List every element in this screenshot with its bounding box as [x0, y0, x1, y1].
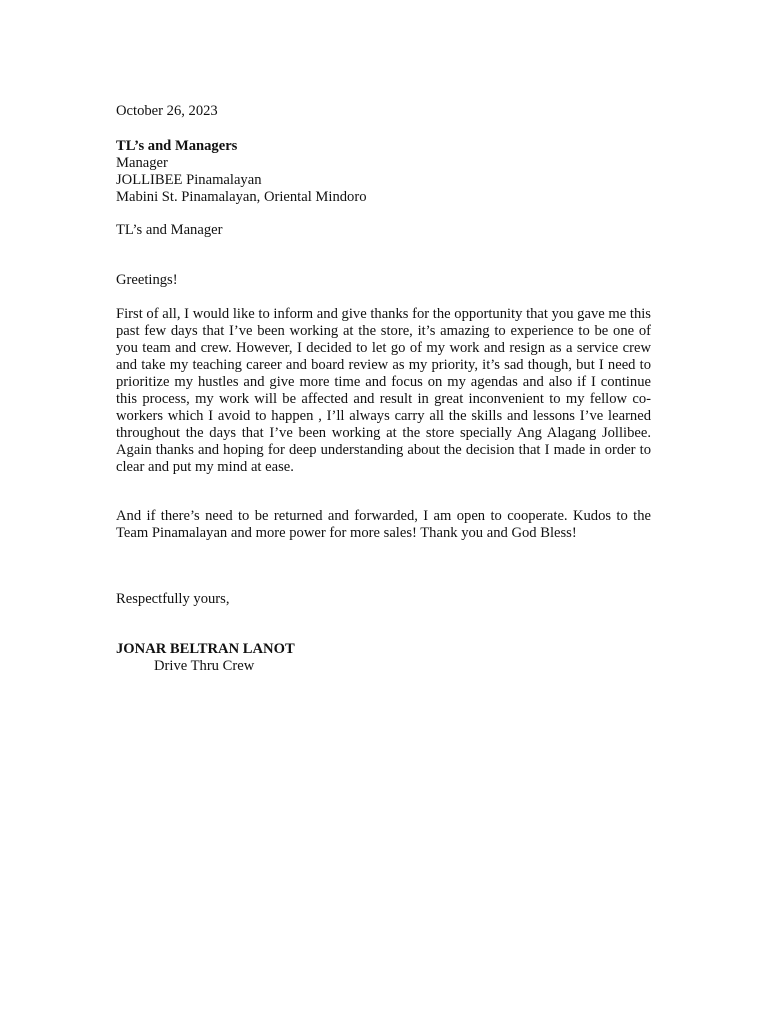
salutation-text: TL’s and Manager	[116, 222, 223, 238]
recipient-company: JOLLIBEE Pinamalayan	[116, 172, 262, 188]
greeting-text: Greetings!	[116, 272, 178, 288]
signer-name: JONAR BELTRAN LANOT	[116, 641, 295, 657]
recipient-name: TL’s and Managers	[116, 138, 238, 154]
date-text: October 26, 2023	[116, 103, 218, 119]
salutation	[116, 222, 651, 239]
greeting	[116, 272, 651, 289]
letter-date	[116, 103, 651, 120]
closing-text: Respectfully yours,	[116, 591, 230, 607]
signer-title: Drive Thru Crew	[154, 658, 255, 674]
recipient-address: Mabini St. Pinamalayan, Oriental Mindoro	[116, 189, 367, 205]
body-paragraph-2: And if there’s need to be returned and forwarded, I am open to cooperate. Kudos to the Team Pinamalayan and more power for more sales! Thank you and God Bless!	[116, 508, 651, 541]
body-paragraph-1: First of all, I would like to inform and give thanks for the opportunity that you gave me this past few days that I’ve been working at the store, it’s amazing to experience to be one of you team and crew. However, I decided to let go of my work and resign as a service crew and take my teaching career and board review as my priority, it’s sad though, but I need to prioritize my hustles and give more time and focus on my agendas and also if I continue this process, my work will be affected and result in great inconvenient to my fellow co-workers which I avoid to happen , I’ll always carry all the skills and lessons I’ve learned throughout the days that I’ve been working at the store specially Ang Alagang Jollibee. Again thanks and hoping for deep understanding about the decision that I made in order to clear and put my mind at ease.	[116, 306, 651, 475]
closing	[116, 591, 651, 608]
recipient-title: Manager	[116, 155, 168, 171]
signature-block	[116, 641, 651, 675]
recipient-block	[116, 138, 651, 206]
